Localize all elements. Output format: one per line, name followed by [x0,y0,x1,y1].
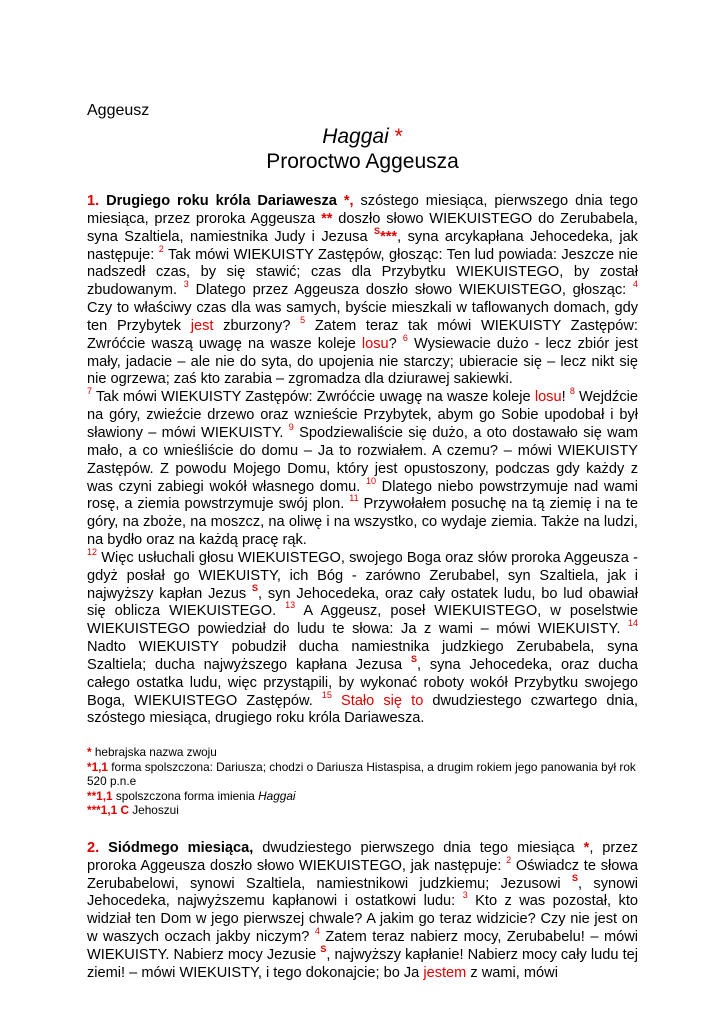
verse-number: 3 [183,279,189,290]
footnote-text: Jehoszui [128,803,179,818]
verse-text: , przez proroka Aggeusza doszło słowo WIEKUISTEGO, jak następuje: [87,839,638,874]
book-subtitle: Proroctwo Aggeusza [266,150,459,173]
footnote [87,745,638,760]
s-marker: S [571,872,578,883]
s-marker: S [410,653,417,664]
verse-text: Nadto WIEKUISTY pobudził ducha namiestnika judzkiego Zerubabela, syna Szaltiela; ducha najwyższego kapłana Jezusa [87,639,638,673]
footnote-marker: ** [321,210,333,227]
chapter-opening: Siódmego miesiąca, [108,839,254,856]
book-name: Aggeusz [87,102,150,119]
verse-text: Dlatego niebo powstrzymuje nad wami rosę, a ziemia powstrzymuje swój plon. [87,478,638,513]
verse-number: 3 [462,890,468,901]
s-marker: S [374,225,381,236]
verse-number: 5 [300,314,306,325]
added-word: Stało się to [331,692,424,709]
footnote [87,789,638,804]
verse-number: 11 [349,493,359,504]
footnote-symbol: **1,1 [87,788,113,803]
verse-text: dwudziestego czwartego dnia, szóstego miesiąca, drugiego roku króla Dariawesza. [87,692,638,727]
verse-number: 6 [402,332,408,343]
verse-number: 13 [285,600,296,611]
verse-number: 9 [288,421,294,432]
s-marker: S [252,582,259,593]
footnote [87,803,638,818]
footnote-marker: * [583,839,590,856]
verse-text: Zatem teraz nabierz mocy, Zerubabelu! – mówi WIEKUISTY. Nabierz mocy Jezusie [87,929,638,963]
verse-text: ? [388,335,403,352]
verse-text: Czy to właściwy czas dla was samych, byście mieszkali w taflowanych domach, gdy ten Przybytek [87,300,638,334]
added-word: jest [190,317,214,334]
footnotes [87,745,638,818]
title-footnote-marker: * [388,125,403,148]
footnote-symbol: * [87,745,92,760]
chapter-number: 2. [87,839,100,856]
verse-text: Oświadcz te słowa Zerubabelowi, synowi Szaltiela, namiestnikowi judzkiemu; Jezusowi [87,857,639,892]
verse-text: zburzony? [213,317,301,334]
verse-text: Więc usłuchali głosu WIEKUISTEGO, swojego Boga oraz słów proroka Aggeusza - gdyż posłał go WIEKUISTY, ich Bóg - zarówno Zerubabel, syn Szaltiela, jak i najwyższy kapłan Jezus [87,549,638,602]
verse-text: Przywołałem posuchę na tą ziemię i na te góry, na zboże, na moszcz, na oliwę i na wszystko, co wydaje ziemia. Także na ludzi, na bydło oraz na każdą pracę rąk. [87,496,638,549]
chapter-1 [87,193,638,728]
added-word: losu [361,335,389,352]
verse-text: , synowi Jehocedeka, najwyższemu kapłanowi i ostatkowi ludu: [87,875,639,910]
verse-text: Wejdźcie na góry, zwieźcie drzewo oraz wznieście Przybytek, abym go Sobie upodobał i był sławiony – mówi WIEKUISTY. [87,389,638,441]
verse-number: 2 [158,243,164,254]
chapter-number: 1. [87,193,100,209]
chapter-1-text-cont [87,386,638,550]
verse-text: Spodziewaliście się dużo, a oto dostawało się wam mało, a co wnieśliście do domu – Ja to rozwiałem. A czemu? – mówi WIEKUISTY Zastępów. Z powodu Mojego Domu, który jest opustoszony, podczas gdy każdy z was czyni zabiegi wokół własnego domu. [87,424,638,495]
footnote-marker: *, [343,193,354,209]
verse-number: 10 [366,475,377,486]
chapter-opening: Drugiego roku króla Dariawesza [106,193,337,209]
verse-text: , syn Jehocedeka, oraz cały ostatek ludu, bo lud obawiał się oblicza WIEKUISTEGO. [87,585,638,620]
verse-text: Zatem teraz tak mówi WIEKUISTY Zastępów: Zwróćcie waszą uwagę na wasze koleje [87,317,638,352]
verse-text: Tak mówi WIEKUISTY Zastępów: Zwróćcie uwagę na wasze koleje [92,389,535,406]
verse-number: 14 [627,618,638,629]
verse-number: 4 [314,926,320,937]
footnote-symbol: *1,1 [87,759,108,774]
chapter-1-text-cont2 [87,546,639,728]
verse-text: , syna Jehocedeka, oraz ducha całego ostatka ludu, więc przystąpili, by wykonać roboty wokół Przybytku swojego Boga, WIEKUISTEGO Zastępów. [87,656,639,709]
verse-text: A Aggeusz, poseł WIEKUISTEGO, w poselstwie WIEKUISTEGO powiedział do ludu te słowa: Ja z wami – mówi WIEKUISTY. [87,603,638,638]
verse-number: 7 [87,386,93,397]
added-word: jestem [423,964,467,981]
verse-text: Tak mówi WIEKUISTY Zastępów, głosząc: Ten lud powiada: Jeszcze nie nadszedł czas, by się stawić; czas dla Przybytku WIEKUISTEGO, by został zbudowanym. [87,246,638,299]
footnote-text: spolszczona forma imienia [112,788,259,803]
verse-text: , syna arcykapłana Jehocedeka, jak następuje: [87,228,638,263]
title-hebrew-name: Haggai [322,125,389,148]
footnote-marker: *** [380,228,398,245]
verse-number: 2 [506,854,512,865]
verse-number: 8 [569,386,575,397]
footnote [87,760,638,789]
chapter-2 [87,840,638,983]
verse-number: 15 [321,689,332,700]
verse-text: ! [561,389,570,406]
verse-text: Wysiewacie dużo - lecz zbiór jest mały, jadacie – ale nie do syta, do upojenia nie starczy; ubieracie się – lecz nikt się nie ogrzewa; zaś kto zarabia – zgromadza dla dziurawej sakiewki. [87,335,638,388]
footnote-text: hebrajska nazwa zwoju [91,745,217,760]
footnote-symbol: ***1,1 C [87,803,129,818]
footnote-text: forma spolszczona: Dariusza; chodzi o Dariusza Histaspisa, a drugim rokiem jego panowania był rok 520 p.n.e [87,759,636,789]
book-title [87,124,638,149]
verse-text: z wami, mówi [466,964,558,981]
verse-text: , najwyższy kapłanie! Nabierz mocy cały ludu tej ziemi! – mówi WIEKUISTY, i tego dokonajcie; bo Ja [87,946,638,981]
document-page [87,102,638,1000]
verse-number: 12 [87,546,98,557]
verse-text: szóstego miesiąca, pierwszego dnia tego miesiąca, przez proroka Aggeusza [87,193,638,227]
verse-text: dwudziestego pierwszego dnia tego miesiąca [253,839,584,856]
chapter-1-text [87,193,638,389]
footnote-italic: Haggai [258,788,296,803]
chapter-2-text [87,840,638,983]
verse-number: 4 [632,279,638,290]
verse-text: doszło słowo WIEKUISTEGO do Zerubabela, syna Szaltiela, namiestnika Judy i Jezusa [87,210,638,245]
verse-text: Kto z was pozostał, kto widział ten Dom w jego pierwszej chwale? A jakim go teraz widzicie? Czy nie jest on w waszych oczach jakby niczym? [87,893,638,946]
added-word: losu [534,389,562,406]
verse-text: Dlatego przez Aggeusza doszło słowo WIEKUISTEGO, głosząc: [188,282,633,299]
s-marker: S [320,943,327,954]
